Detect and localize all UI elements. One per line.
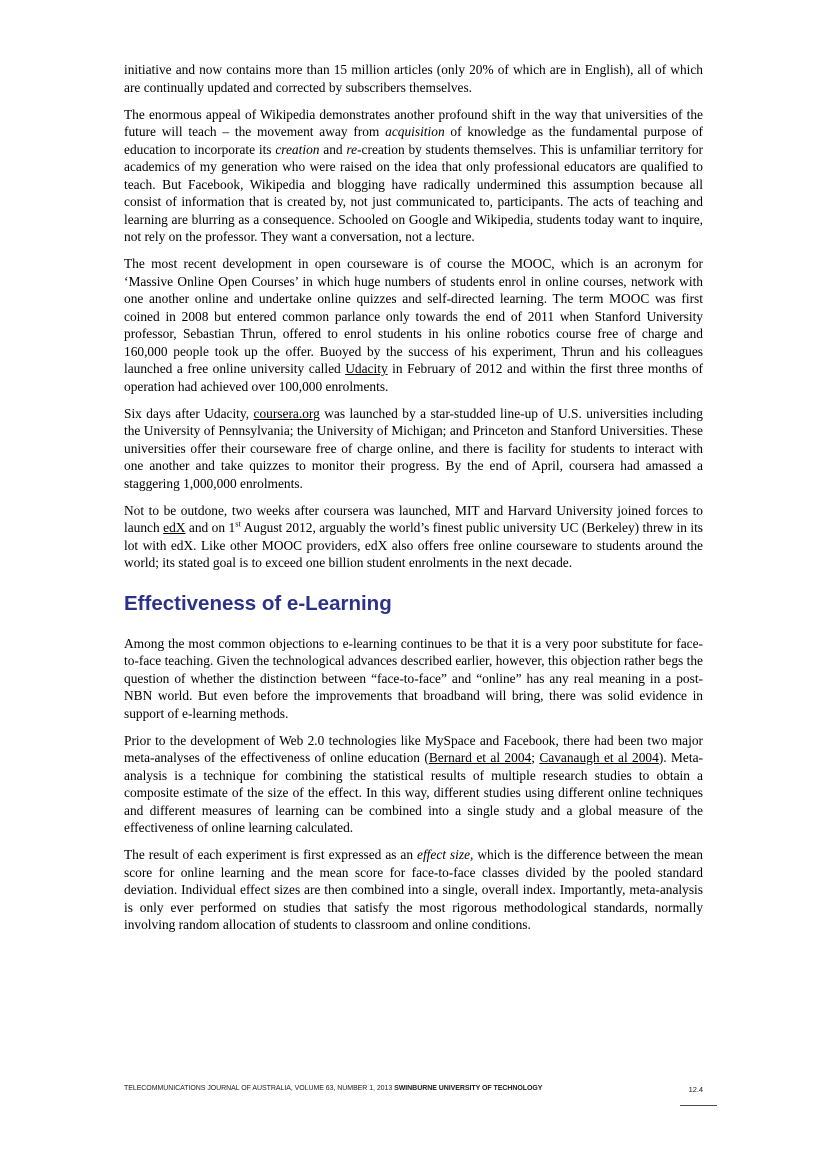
superscript-text: st — [235, 518, 241, 529]
link-bernard-et-al-2004[interactable]: Bernard et al 2004 — [428, 750, 532, 765]
paragraph: Not to be outdone, two weeks after coursera was launched, MIT and Harvard University joined forces to launch edX and on 1st August 2012, arguably the world’s finest public university UC (Berkeley) threw in its lot with edX. Like other MOOC providers, edX also offers free online courseware to students around the world; its stated goal is to exceed one billion student enrolments in the next decade. — [124, 502, 703, 570]
italic-text: acquisition — [385, 124, 445, 139]
section-paragraphs — [124, 635, 703, 934]
article-content — [124, 61, 703, 943]
publisher-name: SWINBURNE UNIVERSITY OF TECHNOLOGY — [394, 1085, 543, 1092]
link-edx[interactable]: edX — [163, 520, 186, 535]
paragraph: Six days after Udacity, coursera.org was launched by a star-studded line-up of U.S. universities including the University of Pennsylvania; the University of Michigan; and Princeton and Stanford Universities. These universities offer their courseware free of charge online, and there is facility for students to interact with one another and take quizzes to monitor their progress. By the end of April, coursera had amassed a staggering 1,000,000 enrolments. — [124, 405, 703, 491]
paragraph: The most recent development in open courseware is of course the MOOC, which is an acronym for ‘Massive Online Open Courses’ in which huge numbers of students enrol in online courses, network with one another online and undertake online quizzes and self-directed learning. The term MOOC was first coined in 2008 but entered common parlance only towards the end of 2011 when Stanford University professor, Sebastian Thrun, offered to enrol students in his online robotics course free of charge and 160,000 people took up the offer. Buoyed by the success of his experiment, Thrun and his colleagues launched a free online university called Udacity in February of 2012 and within the first three months of operation had achieved over 100,000 enrolments. — [124, 256, 703, 394]
link-coursera-org[interactable]: coursera.org — [253, 405, 320, 421]
page-footer — [124, 1085, 703, 1094]
section-heading: Effectiveness of e-Learning — [124, 591, 392, 615]
italic-text: effect size — [417, 847, 471, 862]
paragraph: The result of each experiment is first expressed as an effect size, which is the difference between the mean score for online learning and the mean score for face-to-face classes divided by the pooled standard deviation. Individual effect sizes are then combined into a single, overall index. Importantly, meta-analysis is only ever performed on studies that satisfy the most rigorous methodological standards, normally involving random allocation of students to classroom and online conditions. — [124, 847, 703, 932]
paragraph: Among the most common objections to e-learning continues to be that it is a very poor substitute for face-to-face teaching. Given the technological advances described earlier, however, this objection rather begs the question of whether the distinction between “face-to-face” and “online” has any real meaning in a post-NBN world. But even before the improvements that broadband will bring, there was solid evidence in support of e-learning methods. — [124, 635, 703, 721]
paragraph: Prior to the development of Web 2.0 technologies like MySpace and Facebook, there had been two major meta-analyses of the effectiveness of online education (Bernard et al 2004; Cavanaugh et al 2004). Meta-analysis is a technique for combining the statistical results of multiple research studies to obtain a composite estimate of the size of the effect. In this way, different studies using different online techniques and different measures of learning can be combined into a single study and a global measure of the effectiveness of online learning calculated. — [124, 732, 703, 835]
link-udacity[interactable]: Udacity — [345, 361, 388, 376]
intro-paragraphs — [124, 61, 703, 572]
italic-text: creation — [275, 141, 320, 157]
page-number: 12.4 — [688, 1085, 703, 1094]
journal-info: TELECOMMUNICATIONS JOURNAL OF AUSTRALIA, VOLUME 63, NUMBER 1, 2013 — [124, 1085, 395, 1092]
journal-footer-text — [124, 1085, 542, 1092]
italic-text: re — [346, 141, 358, 157]
paragraph: initiative and now contains more than 15 million articles (only 20% of which are in English), all of which are continually updated and corrected by subscribers themselves. — [124, 62, 703, 95]
paragraph: The enormous appeal of Wikipedia demonstrates another profound shift in the way that universities of the future will teach – the movement away from acquisition of knowledge as the fundamental purpose of education to incorporate its creation and re-creation by students themselves. This is unfamiliar territory for academics of my generation who were raised on the idea that only professional educators are qualified to teach. But Facebook, Wikipedia and blogging have radically undermined this assumption because all consist of information that is created by, not just communicated to, participants. The acts of teaching and learning are blurring as a consequence. Schooled on Google and Wikipedia, students today want to inquire, not rely on the professor. They want a conversation, not a lecture. — [124, 106, 704, 244]
footer-rule — [680, 1105, 717, 1106]
link-cavanaugh-et-al-2004[interactable]: Cavanaugh et al 2004 — [539, 750, 659, 765]
